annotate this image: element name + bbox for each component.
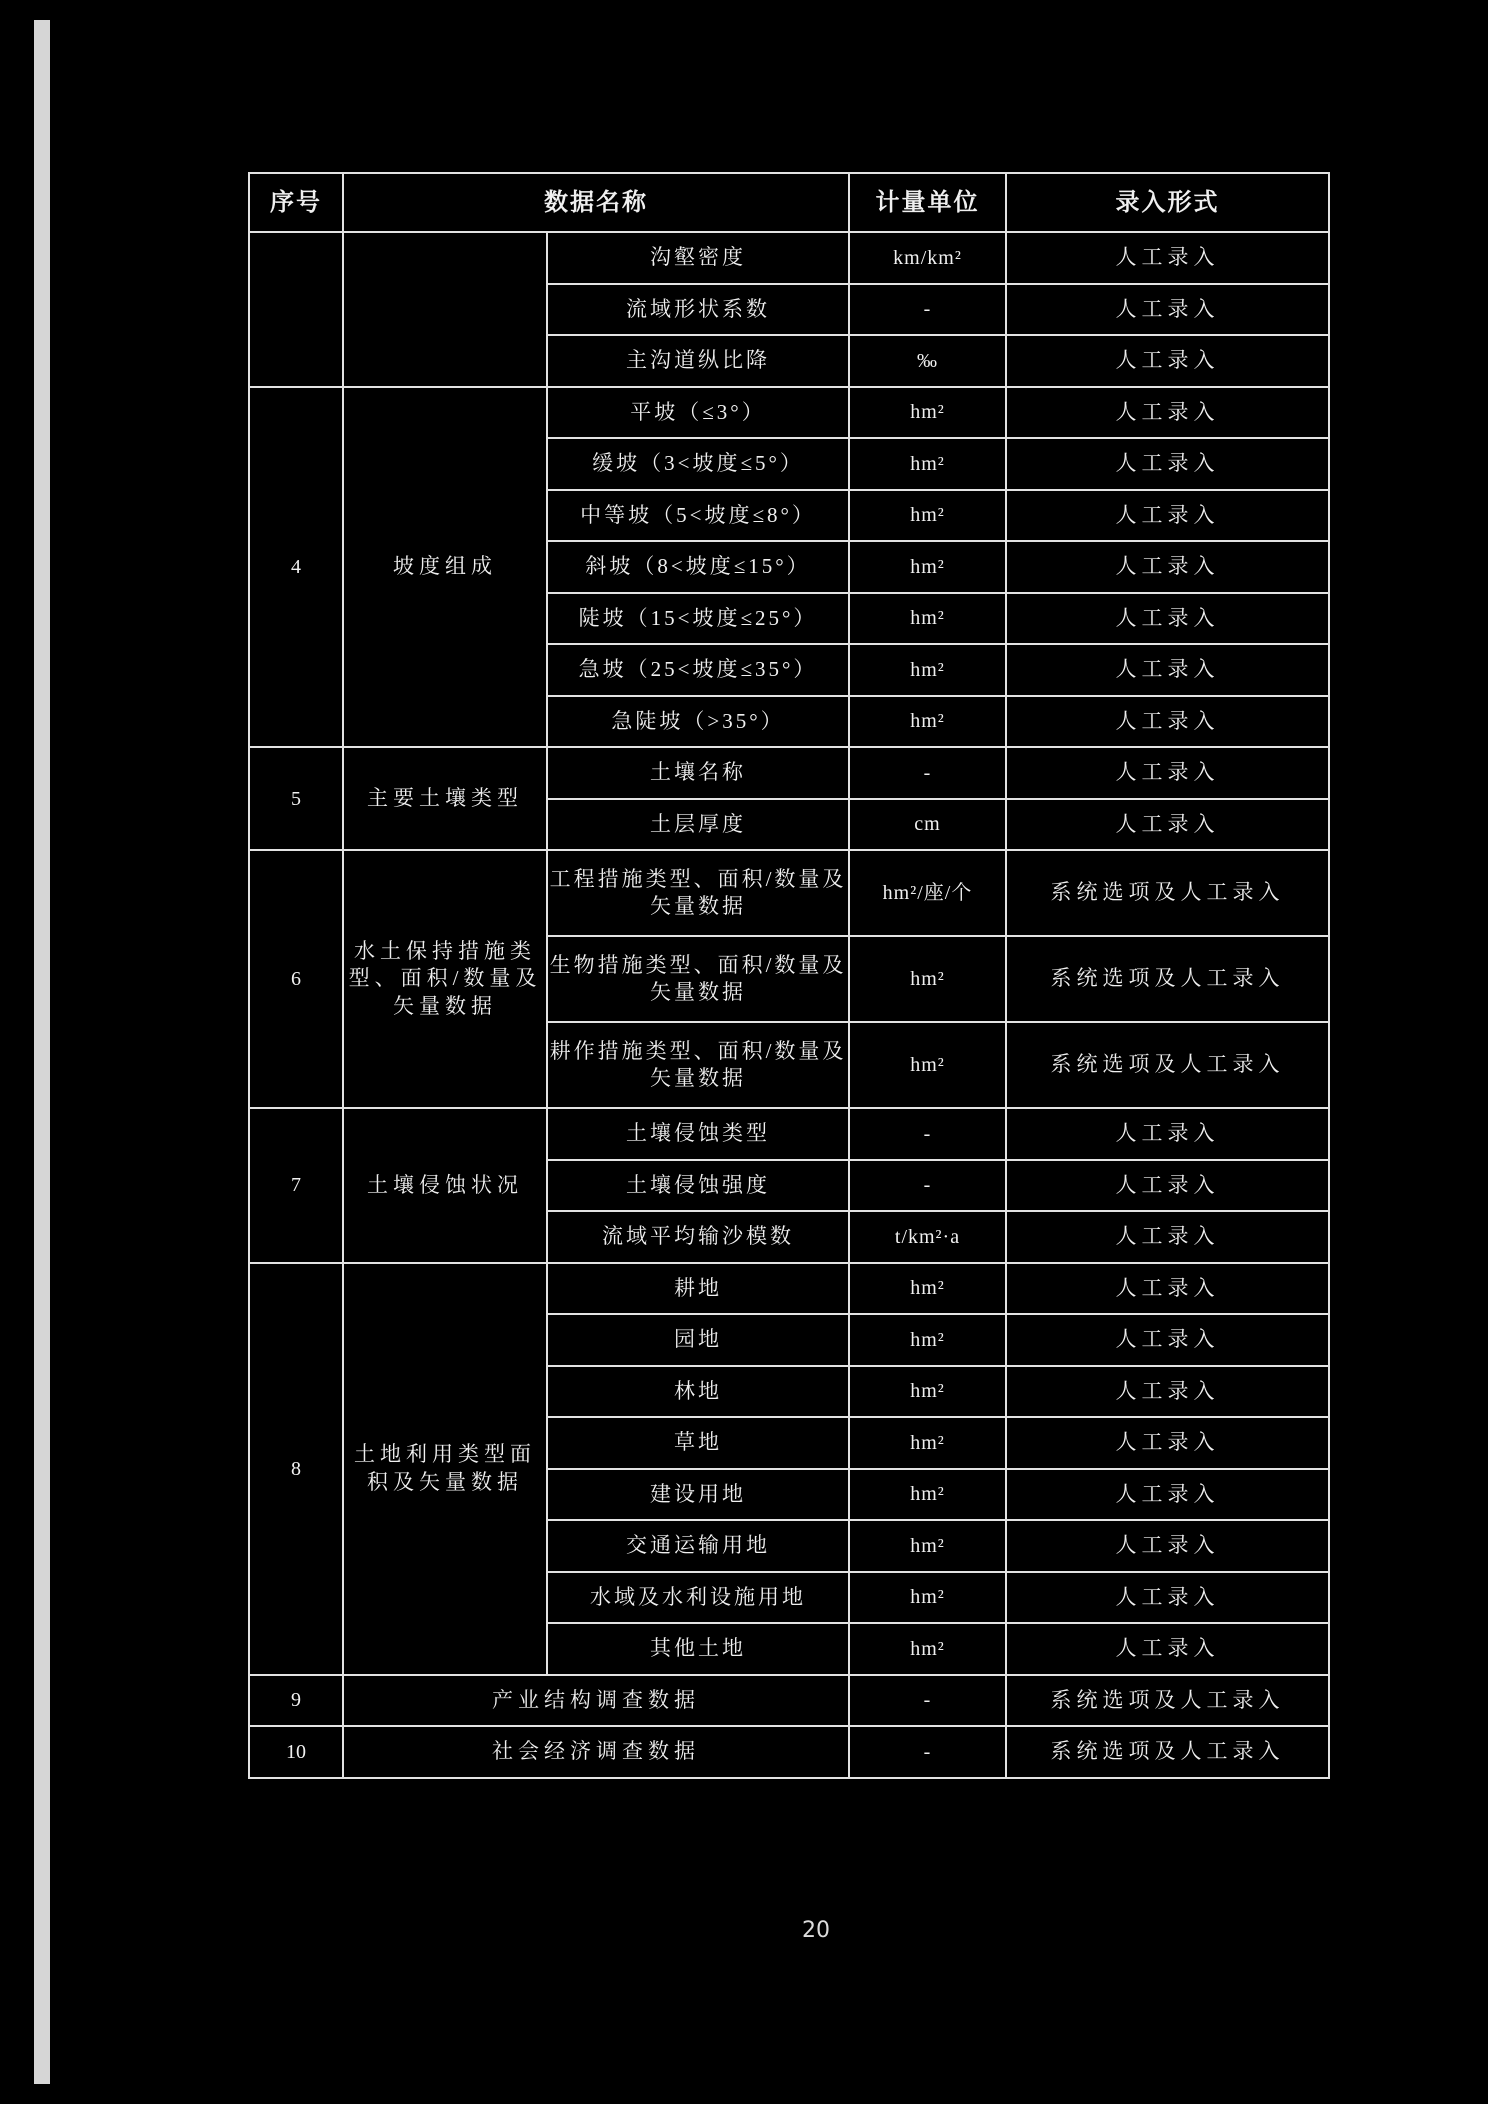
seq-cell: 7	[249, 1108, 343, 1263]
header-unit: 计量单位	[849, 173, 1006, 232]
item-name-cell: 急陡坡（>35°）	[547, 696, 849, 748]
entry-method-cell: 人工录入	[1006, 1160, 1329, 1212]
item-name-cell: 陡坡（15<坡度≤25°）	[547, 593, 849, 645]
item-name-cell: 建设用地	[547, 1469, 849, 1521]
seq-cell: 6	[249, 850, 343, 1108]
entry-method-cell: 人工录入	[1006, 747, 1329, 799]
category-cell: 坡度组成	[343, 387, 547, 748]
item-name-cell: 土壤名称	[547, 747, 849, 799]
table-row	[249, 850, 1329, 936]
category-cell: 主要土壤类型	[343, 747, 547, 850]
item-name-cell: 流域形状系数	[547, 284, 849, 336]
entry-method-cell: 人工录入	[1006, 1263, 1329, 1315]
header-data-name: 数据名称	[343, 173, 849, 232]
item-name-cell: 缓坡（3<坡度≤5°）	[547, 438, 849, 490]
table-row	[249, 1263, 1329, 1315]
item-name-cell: 工程措施类型、面积/数量及矢量数据	[547, 850, 849, 936]
unit-cell: hm²	[849, 438, 1006, 490]
data-table	[248, 172, 1330, 1779]
scan-edge	[34, 20, 50, 2084]
item-name-cell: 平坡（≤3°）	[547, 387, 849, 439]
entry-method-cell: 系统选项及人工录入	[1006, 1726, 1329, 1778]
entry-method-cell: 系统选项及人工录入	[1006, 936, 1329, 1022]
item-name-cell: 社会经济调查数据	[343, 1726, 849, 1778]
entry-method-cell: 人工录入	[1006, 387, 1329, 439]
unit-cell: -	[849, 1108, 1006, 1160]
seq-cell: 4	[249, 387, 343, 748]
unit-cell: hm²	[849, 1366, 1006, 1418]
header-seq: 序号	[249, 173, 343, 232]
seq-cell: 8	[249, 1263, 343, 1675]
unit-cell: ‰	[849, 335, 1006, 387]
unit-cell: hm²	[849, 644, 1006, 696]
unit-cell: -	[849, 284, 1006, 336]
unit-cell: hm²	[849, 387, 1006, 439]
unit-cell: hm²	[849, 1022, 1006, 1108]
unit-cell: hm²	[849, 1469, 1006, 1521]
unit-cell: hm²	[849, 1520, 1006, 1572]
unit-cell: hm²	[849, 1263, 1006, 1315]
item-name-cell: 园地	[547, 1314, 849, 1366]
entry-method-cell: 人工录入	[1006, 1572, 1329, 1624]
item-name-cell: 土壤侵蚀类型	[547, 1108, 849, 1160]
item-name-cell: 流域平均输沙模数	[547, 1211, 849, 1263]
unit-cell: -	[849, 1160, 1006, 1212]
unit-cell: hm²	[849, 541, 1006, 593]
page-number: 20	[802, 1918, 830, 1943]
entry-method-cell: 系统选项及人工录入	[1006, 850, 1329, 936]
table-row	[249, 747, 1329, 799]
entry-method-cell: 人工录入	[1006, 284, 1329, 336]
item-name-cell: 急坡（25<坡度≤35°）	[547, 644, 849, 696]
item-name-cell: 交通运输用地	[547, 1520, 849, 1572]
unit-cell: -	[849, 1675, 1006, 1727]
seq-cell	[249, 232, 343, 387]
entry-method-cell: 人工录入	[1006, 1314, 1329, 1366]
entry-method-cell: 人工录入	[1006, 1520, 1329, 1572]
table-row	[249, 387, 1329, 439]
item-name-cell: 斜坡（8<坡度≤15°）	[547, 541, 849, 593]
unit-cell: hm²	[849, 936, 1006, 1022]
unit-cell: hm²	[849, 1623, 1006, 1675]
entry-method-cell: 人工录入	[1006, 1417, 1329, 1469]
seq-cell: 9	[249, 1675, 343, 1727]
entry-method-cell: 人工录入	[1006, 232, 1329, 284]
item-name-cell: 耕地	[547, 1263, 849, 1315]
unit-cell: t/km²·a	[849, 1211, 1006, 1263]
entry-method-cell: 人工录入	[1006, 1469, 1329, 1521]
unit-cell: hm²	[849, 1417, 1006, 1469]
table-row	[249, 1108, 1329, 1160]
item-name-cell: 其他土地	[547, 1623, 849, 1675]
table-row	[249, 1675, 1329, 1727]
unit-cell: hm²	[849, 1314, 1006, 1366]
unit-cell: km/km²	[849, 232, 1006, 284]
unit-cell: -	[849, 1726, 1006, 1778]
entry-method-cell: 人工录入	[1006, 1623, 1329, 1675]
entry-method-cell: 人工录入	[1006, 490, 1329, 542]
entry-method-cell: 人工录入	[1006, 1108, 1329, 1160]
unit-cell: hm²/座/个	[849, 850, 1006, 936]
entry-method-cell: 人工录入	[1006, 335, 1329, 387]
entry-method-cell: 人工录入	[1006, 438, 1329, 490]
entry-method-cell: 人工录入	[1006, 799, 1329, 851]
entry-method-cell: 人工录入	[1006, 541, 1329, 593]
unit-cell: hm²	[849, 490, 1006, 542]
table-row	[249, 232, 1329, 284]
entry-method-cell: 人工录入	[1006, 593, 1329, 645]
seq-cell: 10	[249, 1726, 343, 1778]
entry-method-cell: 人工录入	[1006, 1211, 1329, 1263]
entry-method-cell: 人工录入	[1006, 1366, 1329, 1418]
category-cell: 土地利用类型面积及矢量数据	[343, 1263, 547, 1675]
item-name-cell: 主沟道纵比降	[547, 335, 849, 387]
category-cell: 土壤侵蚀状况	[343, 1108, 547, 1263]
item-name-cell: 耕作措施类型、面积/数量及矢量数据	[547, 1022, 849, 1108]
entry-method-cell: 系统选项及人工录入	[1006, 1022, 1329, 1108]
item-name-cell: 水域及水利设施用地	[547, 1572, 849, 1624]
item-name-cell: 林地	[547, 1366, 849, 1418]
header-entry-method: 录入形式	[1006, 173, 1329, 232]
category-cell: 水土保持措施类型、面积/数量及矢量数据	[343, 850, 547, 1108]
entry-method-cell: 人工录入	[1006, 696, 1329, 748]
item-name-cell: 产业结构调查数据	[343, 1675, 849, 1727]
entry-method-cell: 系统选项及人工录入	[1006, 1675, 1329, 1727]
unit-cell: hm²	[849, 593, 1006, 645]
item-name-cell: 生物措施类型、面积/数量及矢量数据	[547, 936, 849, 1022]
table-row	[249, 1726, 1329, 1778]
header-row	[249, 173, 1329, 232]
item-name-cell: 土壤侵蚀强度	[547, 1160, 849, 1212]
unit-cell: -	[849, 747, 1006, 799]
entry-method-cell: 人工录入	[1006, 644, 1329, 696]
unit-cell: cm	[849, 799, 1006, 851]
item-name-cell: 沟壑密度	[547, 232, 849, 284]
unit-cell: hm²	[849, 1572, 1006, 1624]
unit-cell: hm²	[849, 696, 1006, 748]
item-name-cell: 中等坡（5<坡度≤8°）	[547, 490, 849, 542]
seq-cell: 5	[249, 747, 343, 850]
category-cell	[343, 232, 547, 387]
item-name-cell: 土层厚度	[547, 799, 849, 851]
item-name-cell: 草地	[547, 1417, 849, 1469]
